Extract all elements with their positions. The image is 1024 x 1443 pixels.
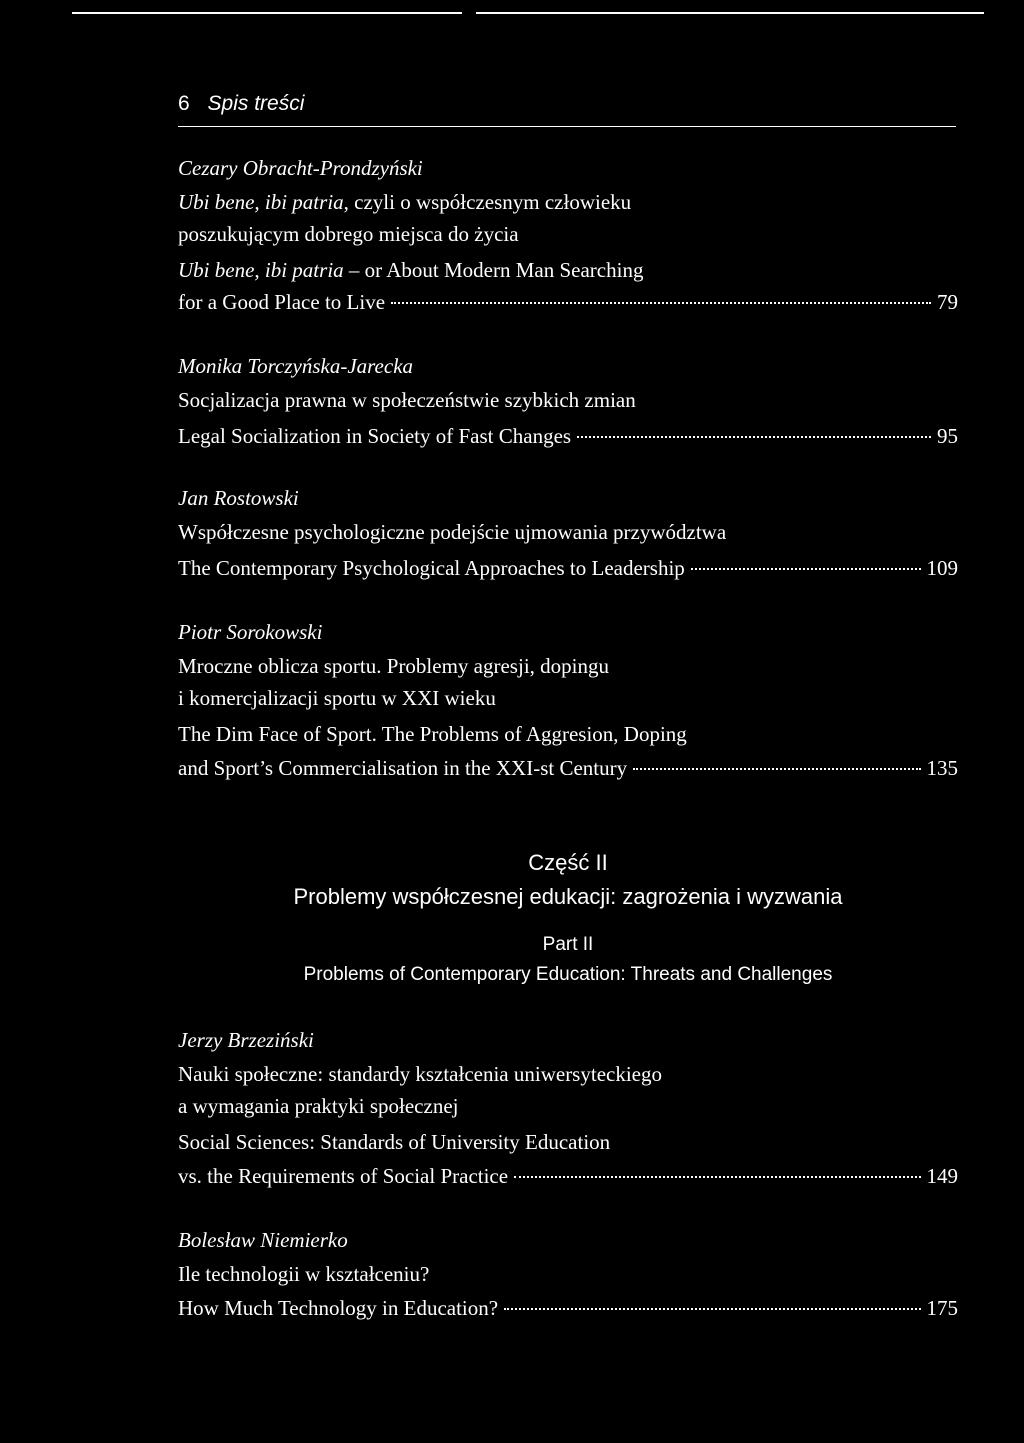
dot-leader	[504, 1308, 920, 1310]
page-number: 6	[178, 92, 190, 115]
dot-leader	[577, 436, 931, 438]
top-rule-right	[476, 12, 984, 14]
toc-title-text: for a Good Place to Live	[178, 290, 386, 314]
toc-title-pl	[178, 1262, 958, 1292]
toc-title-text: The Dim Face of Sport. The Problems of Aggresion, Doping	[178, 722, 687, 746]
toc-entry-link[interactable]	[178, 424, 958, 454]
part-label-en: Part II	[542, 934, 594, 955]
toc-page-number: 135	[926, 756, 958, 780]
toc-author: Jerzy Brzeziński	[178, 1028, 314, 1052]
dot-leader	[633, 768, 920, 770]
toc-title-text: Legal Socialization in Society of Fast Changes	[178, 424, 572, 448]
toc-entry-link[interactable]	[178, 290, 958, 320]
toc-title-en	[178, 1130, 958, 1160]
dot-leader	[514, 1176, 920, 1178]
toc-author: Bolesław Niemierko	[178, 1228, 348, 1252]
toc-title-en	[178, 722, 958, 752]
toc-title-text: , czyli o współczesnym człowieku	[343, 190, 632, 214]
toc-title-pl	[178, 520, 958, 550]
toc-title-pl	[178, 388, 958, 418]
toc-title-text: poszukującym dobrego miejsca do życia	[178, 222, 519, 246]
section-title: Spis treści	[207, 92, 305, 115]
toc-title-text: – or About Modern Man Searching	[343, 258, 644, 282]
toc-entry-link[interactable]	[178, 1296, 958, 1326]
toc-title-italic: Ubi bene, ibi patria	[178, 190, 344, 214]
toc-title-en	[178, 258, 958, 288]
part-title-pl: Problemy współczesnej edukacji: zagrożenia i wyzwania	[293, 884, 843, 909]
toc-author: Jan Rostowski	[178, 486, 299, 510]
toc-title-text: i komercjalizacji sportu w XXI wieku	[178, 686, 496, 710]
toc-title-text: Mroczne oblicza sportu. Problemy agresji, dopingu	[178, 654, 609, 678]
toc-page-number: 149	[926, 1164, 958, 1188]
toc-entry-link[interactable]	[178, 756, 958, 786]
toc-entry-link[interactable]	[178, 556, 958, 586]
toc-title-text: and Sport’s Commercialisation in the XXI-st Century	[178, 756, 628, 780]
toc-title-text: The Contemporary Psychological Approaches to Leadership	[178, 556, 685, 580]
toc-title-text: a wymagania praktyki społecznej	[178, 1094, 459, 1118]
toc-title-text: Socjalizacja prawna w społeczeństwie szybkich zmian	[178, 388, 636, 412]
part-label-pl: Część II	[528, 850, 608, 875]
toc-page-number: 79	[937, 290, 958, 314]
toc-title-pl	[178, 222, 958, 252]
toc-title-text: Social Sciences: Standards of University Education	[178, 1130, 611, 1154]
top-rule-left	[72, 12, 462, 14]
toc-title-italic: Ubi bene, ibi patria	[178, 258, 344, 282]
running-header	[178, 92, 304, 116]
toc-title-text: Ile technologii w kształceniu?	[178, 1262, 430, 1286]
toc-title-text: How Much Technology in Education?	[178, 1296, 499, 1320]
toc-title-pl	[178, 1094, 958, 1124]
toc-title-text: Nauki społeczne: standardy kształcenia uniwersyteckiego	[178, 1062, 662, 1086]
toc-entry-link[interactable]	[178, 1164, 958, 1194]
toc-title-pl	[178, 190, 958, 220]
dot-leader	[691, 568, 921, 570]
toc-page-number: 175	[926, 1296, 958, 1320]
toc-title-text: Współczesne psychologiczne podejście ujmowania przywództwa	[178, 520, 727, 544]
toc-author: Monika Torczyńska-Jarecka	[178, 354, 414, 378]
toc-page-number: 95	[937, 424, 958, 448]
toc-title-pl	[178, 686, 958, 716]
toc-title-pl	[178, 654, 958, 684]
toc-title-pl	[178, 1062, 958, 1092]
toc-title-text: vs. the Requirements of Social Practice	[178, 1164, 509, 1188]
toc-page-number: 109	[926, 556, 958, 580]
header-rule	[178, 126, 956, 127]
part-title-en: Problems of Contemporary Education: Threats and Challenges	[303, 964, 833, 985]
toc-author: Piotr Sorokowski	[178, 620, 323, 644]
toc-author: Cezary Obracht-Prondzyński	[178, 156, 423, 180]
dot-leader	[391, 302, 931, 304]
